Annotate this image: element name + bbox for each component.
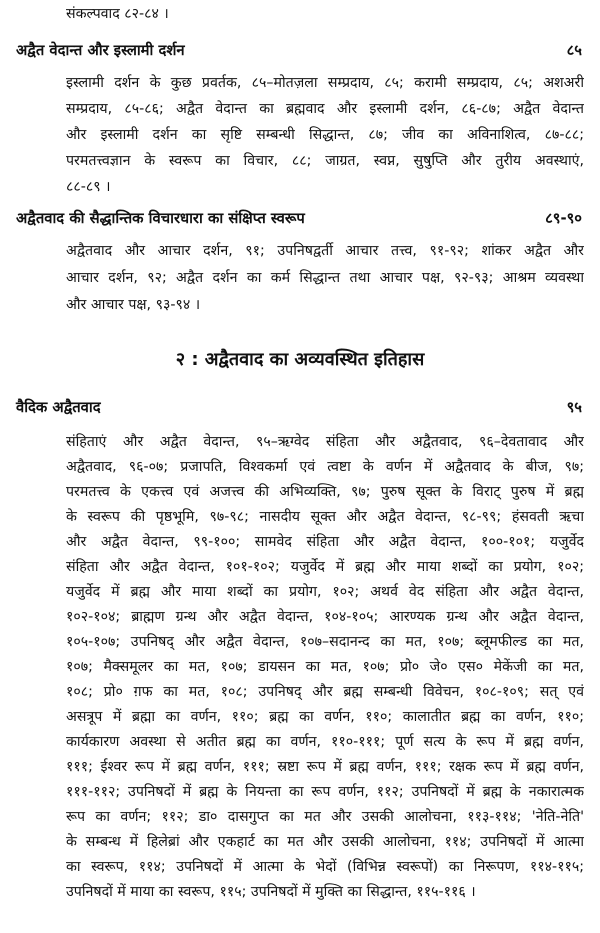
body-line: संहिता और अद्वैत वेदान्त, १०१-१०२; यजुर्वेद में ब्रह्म और माया शब्दों का प्रयोग, १०२; [66,559,584,575]
body-line: ८८-८९ । [66,179,111,195]
body-line: असत्रूप में ब्रह्मा का वर्णन, ११०; ब्रह्म का वर्णन, ११०; कालातीत ब्रह्म का वर्णन, ११०; [66,709,584,725]
body-line: १११-११२; उपनिषदों में ब्रह्म के नियन्ता का रूप वर्णन, ११२; उपनिषदों में ब्रह्म के नकारात्मक [66,784,584,800]
body-line: १०५-१०७; उपनिषद् और अद्वैत वेदान्त, १०७–सदानन्द का मत, १०७; ब्लूमफील्ड का मत, [66,634,584,650]
section-page-number: ८९-९० [545,210,582,227]
body-line: १०२-१०४; ब्राह्मण ग्रन्थ और अद्वैत वेदान्त, १०४-१०५; आरण्यक ग्रन्थ और अद्वैत वेदान्त, [66,609,584,625]
body-line: आचार दर्शन, ९२; अद्वैत दर्शन का कर्म सिद्धान्त तथा आचार पक्ष, ९२-९३; आश्रम व्यवस्था [66,270,584,286]
section-heading-advaita-islamic: अद्वैत वेदान्त और इस्लामी दर्शन [16,42,185,59]
body-line: परमतत्त्वज्ञान के स्वरूप का विचार, ८८; जाग्रत, स्वप्न, सुषुप्ति और तुरीय अवस्थाएं, [66,153,584,169]
body-line: और अद्वैत वेदान्त, ९९-१००; सामवेद संहिता और अद्वैत वेदान्त, १००-१०१; यजुर्वेद [66,534,584,550]
body-line: के स्वरूप की पृष्ठभूमि, ९७-९८; नासदीय सूक्त और अद्वैत वेदान्त, ९८-९९; हंसवती ऋचा [66,509,584,525]
body-line: परमतत्त्व के एकत्त्व एवं अजत्त्व की अभिव्यक्ति, ९७; पुरुष सूक्त के विराट् पुरुष में ब्रह्म [66,484,584,500]
body-line: इस्लामी दर्शन के कुछ प्रवर्तक, ८५–मोतज़ला सम्प्रदाय, ८५; करामी सम्प्रदाय, ८५; अशअरी [66,75,584,91]
chapter-title: २ : अद्वैतवाद का अव्यवस्थित इतिहास [175,349,425,370]
body-line: १११; ईश्वर रूप में ब्रह्म वर्णन, १११; स्रष्टा रूप में ब्रह्म वर्णन, १११; रक्षक रूप में ब्रह्म वर्णन, [66,759,584,775]
body-line: १०८; प्रो० ग़फ का मत, १०८; उपनिषद् और ब्रह्म सम्बन्धी विवेचन, १०८-१०९; सत् एवं [66,684,584,700]
continuation-line: संकल्पवाद ८२-८४ । [66,6,169,22]
body-line: के सम्बन्ध में हिलेब्रां और एकहार्ट का मत और उसकी आलोचना, ११४; उपनिषदों में आत्मा [66,834,584,850]
body-line: १०७; मैक्समूलर का मत, १०७; डायसन का मत, १०७; प्रो० जे० एस० मेकेंजी का मत, [66,659,584,675]
body-line: अद्वैतवाद, ९६-०७; प्रजापति, विश्वकर्मा एवं त्वष्टा के वर्णन में अद्वैतवाद के बीज, ९७; [66,459,584,475]
body-line: सम्प्रदाय, ८५-८६; अद्वैत वेदान्त का ब्रह्मवाद और इस्लामी दर्शन, ८६-८७; अद्वैत वेदान्त [66,101,584,117]
body-line: रूप का वर्णन; ११२; डा० दासगुप्त का मत और उसकी आलोचना, ११३-११४; 'नेति-नेति' [66,809,584,825]
section-heading-doctrine-summary: अद्वैतवाद की सैद्धान्तिक विचारधारा का संक्षिप्त स्वरूप [16,210,305,227]
body-line: और आचार पक्ष, ९३-९४ । [66,297,201,313]
body-line: कार्यकारण अवस्था से अतीत ब्रह्म का वर्णन, ११०-१११; पूर्ण सत्य के रूप में ब्रह्म वर्णन, [66,734,584,750]
section-page-number: ९५ [566,399,582,416]
body-line: अद्वैतवाद और आचार दर्शन, ९१; उपनिषद्वर्ती आचार तत्त्व, ९१-९२; शांकर अद्वैत और [66,243,584,259]
body-line: और इस्लामी दर्शन का सृष्टि सम्बन्धी सिद्धान्त, ८७; जीव का अविनाशित्व, ८७-८८; [66,127,584,143]
body-line: यजुर्वेद में ब्रह्म और माया शब्दों का प्रयोग, १०२; अथर्व वेद संहिता और अद्वैत वेदान्त, [66,584,584,600]
body-line: का स्वरूप, ११४; उपनिषदों में आत्मा के भेदों (विभिन्न स्वरूपों) का निरूपण, ११४-११५; [66,859,584,875]
section-page-number: ८५ [566,42,582,59]
body-line: उपनिषदों में माया का स्वरूप, ११५; उपनिषदों में मुक्ति का सिद्धान्त, ११५-११६ । [66,884,476,900]
section-heading-vedic-advaita: वैदिक अद्वैतवाद [16,399,101,416]
body-line: संहिताएं और अद्वैत वेदान्त, ९५–ऋग्वेद संहिता और अद्वैतवाद, ९६–देवतावाद और [66,434,584,450]
